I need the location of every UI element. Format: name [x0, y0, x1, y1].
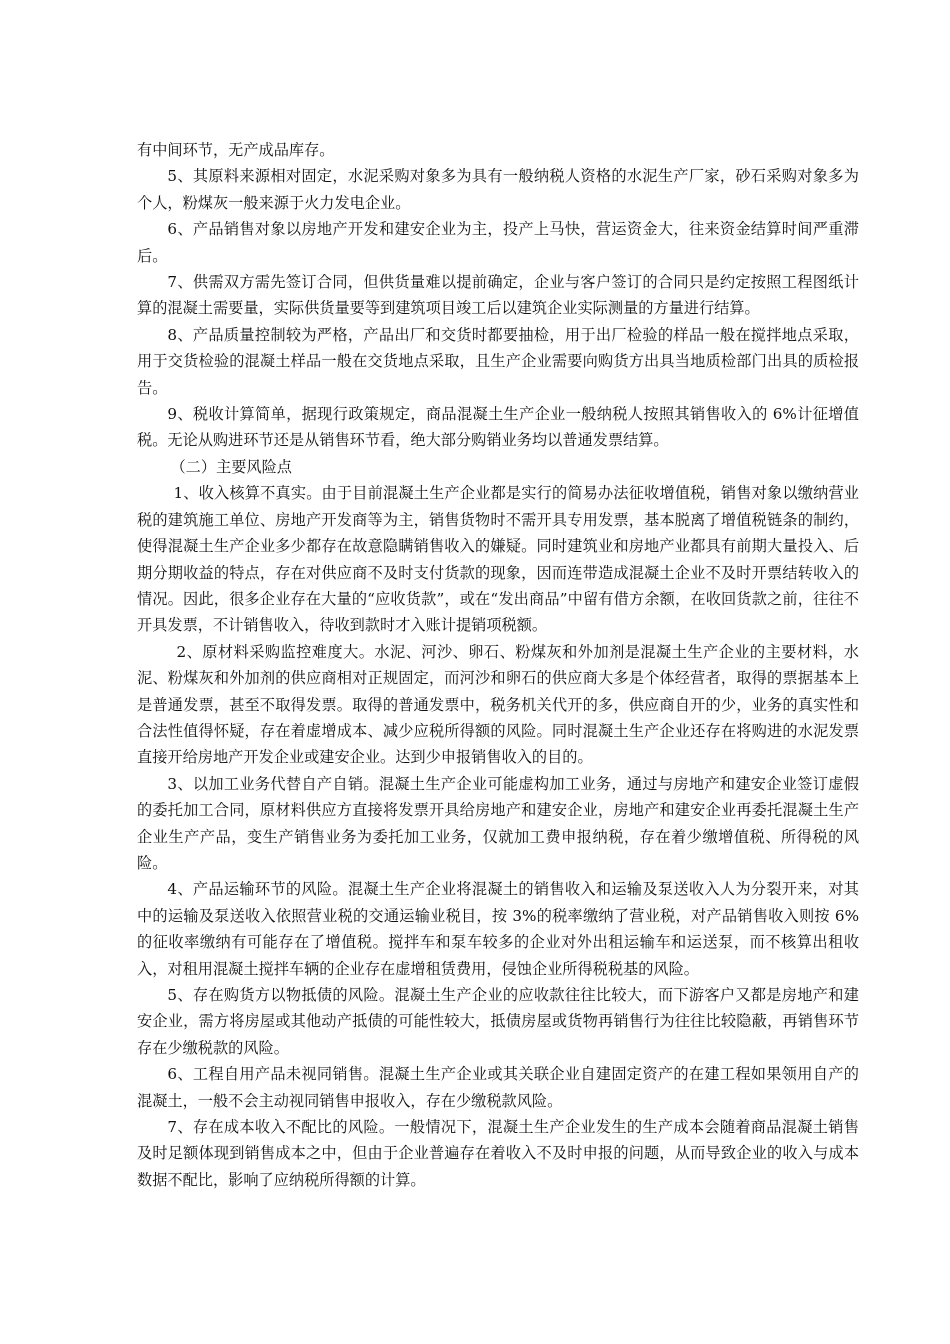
paragraph-item-7: 7、供需双方需先签订合同，但供货量难以提前确定，企业与客户签订的合同只是约定按照工程图纸计算的混凝土需要量，实际供货量要等到建筑项目竣工后以建筑企业实际测量的方量进行结算。 [137, 273, 859, 318]
risk-item-6: 6、工程自用产品未视同销售。混凝土生产企业或其关联企业自建固定资产的在建工程如果领用自产的混凝土，一般不会主动视同销售申报收入，存在少缴税款风险。 [137, 1065, 859, 1110]
paragraph-continuation: 有中间环节，无产成品库存。 [137, 141, 335, 159]
risk-item-4: 4、产品运输环节的风险。混凝土生产企业将混凝土的销售收入和运输及泵送收入人为分裂开来，对其中的运输及泵送收入依照营业税的交通运输业税目，按 3%的税率缴纳了营业税，对产品销售收入则按 6%的征收率缴纳有可能存在了增值税。搅拌车和泵车较多的企业对外出租运输车和运送泵，而不核算出租收入，对租用混凝土搅拌车辆的企业存在虚增租赁费用，侵蚀企业所得税税基的风险。 [137, 880, 859, 978]
paragraph-item-9: 9、税收计算简单，据现行政策规定，商品混凝土生产企业一般纳税人按照其销售收入的 6%计征增值税。无论从购进环节还是从销售环节看，绝大部分购销业务均以普通发票结算。 [137, 405, 859, 450]
risk-item-7: 7、存在成本收入不配比的风险。一般情况下，混凝土生产企业发生的生产成本会随着商品混凝土销售及时足额体现到销售成本之中，但由于企业普遍存在着收入不及时申报的问题，从而导致企业的收入与成本数据不配比，影响了应纳税所得额的计算。 [137, 1118, 859, 1189]
risk-item-5: 5、存在购货方以物抵债的风险。混凝土生产企业的应收款往往比较大，而下游客户又都是房地产和建安企业，需方将房屋或其他动产抵债的可能性较大，抵债房屋或货物再销售行为往往比较隐蔽，再销售环节存在少缴税款的风险。 [137, 986, 859, 1057]
document-body [137, 137, 859, 1193]
risk-item-2: 2、原材料采购监控难度大。水泥、河沙、卵石、粉煤灰和外加剂是混凝土生产企业的主要材料，水泥、粉煤灰和外加剂的供应商相对正规固定，而河沙和卵石的供应商大多是个体经营者，取得的票据基本上是普通发票，甚至不取得发票。取得的普通发票中，税务机关代开的多，供应商自开的少，业务的真实性和合法性值得怀疑，存在着虚增成本、减少应税所得额的风险。同时混凝土生产企业还存在将购进的水泥发票直接开给房地产开发企业或建安企业。达到少申报销售收入的目的。 [137, 642, 859, 767]
section-heading-risks: （二）主要风险点 [170, 457, 292, 476]
risk-item-3: 3、以加工业务代替自产自销。混凝土生产企业可能虚构加工业务，通过与房地产和建安企业签订虚假的委托加工合同，原材料供应方直接将发票开具给房地产和建安企业，房地产和建安企业再委托混凝土生产企业生产产品，变生产销售业务为委托加工业务，仅就加工费申报纳税，存在着少缴增值税、所得税的风险。 [137, 774, 859, 872]
paragraph-item-8: 8、产品质量控制较为严格，产品出厂和交货时都要抽检，用于出厂检验的样品一般在搅拌地点采取，用于交货检验的混凝土样品一般在交货地点采取，且生产企业需要向购货方出具当地质检部门出具的质检报告。 [137, 325, 859, 397]
paragraph-item-5: 5、其原料来源相对固定，水泥采购对象多为具有一般纳税人资格的水泥生产厂家，砂石采购对象多为个人，粉煤灰一般来源于火力发电企业。 [137, 167, 859, 212]
paragraph-item-6: 6、产品销售对象以房地产开发和建安企业为主，投产上马快，营运资金大，往来资金结算时间严重滞后。 [137, 220, 859, 265]
risk-item-1: 1、收入核算不真实。由于目前混凝土生产企业都是实行的简易办法征收增值税，销售对象以缴纳营业税的建筑施工单位、房地产开发商等为主，销售货物时不需开具专用发票，基本脱离了增值税链条的制约，使得混凝土生产企业多少都存在故意隐瞒销售收入的嫌疑。同时建筑业和房地产业都具有前期大量投入、后期分期收益的特点，存在对供应商不及时支付货款的现象，因而连带造成混凝土企业不及时开票结转收入的情况。因此，很多企业存在大量的“应收货款”，或在“发出商品”中留有借方余额，在收回货款之前，往往不开具发票，不计销售收入，待收到款时才入账计提销项税额。 [137, 484, 859, 635]
